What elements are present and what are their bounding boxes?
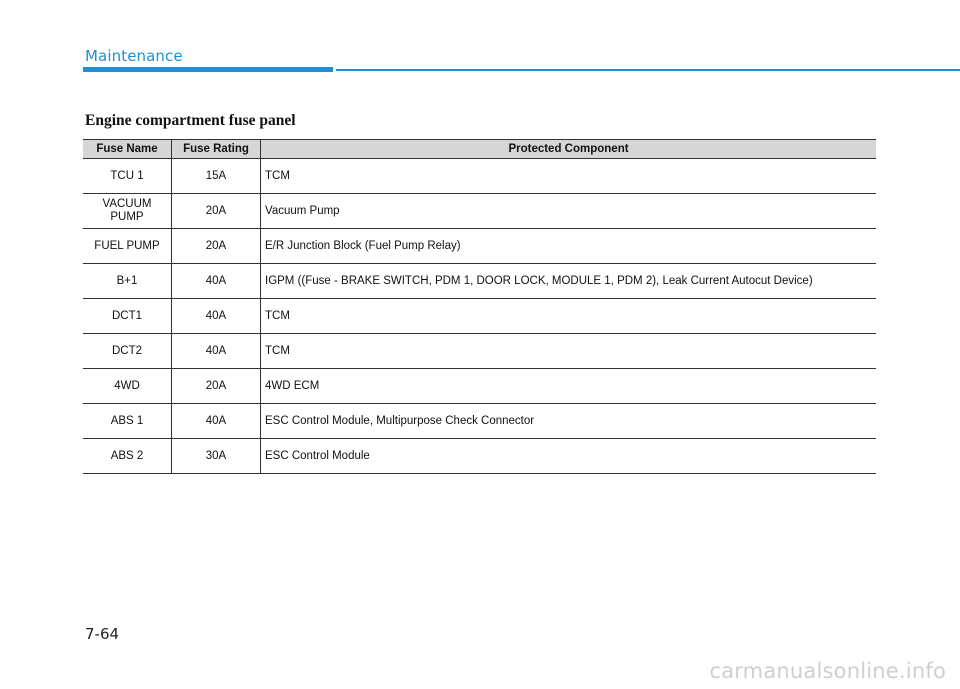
protected-component-cell: IGPM ((Fuse - BRAKE SWITCH, PDM 1, DOOR LOCK, MODULE 1, PDM 2), Leak Current Autocut Device) [261, 264, 877, 299]
column-header-protected-component: Protected Component [261, 140, 877, 159]
column-header-fuse-rating: Fuse Rating [172, 140, 261, 159]
fuse-name-cell: DCT1 [83, 299, 172, 334]
page-title: Engine compartment fuse panel [85, 112, 296, 129]
fuse-name-cell: FUEL PUMP [83, 229, 172, 264]
fuse-name-cell: B+1 [83, 264, 172, 299]
table-header-row [83, 140, 876, 159]
header-rule-thick [83, 67, 333, 72]
table-row [83, 264, 876, 299]
fuse-rating-cell: 40A [172, 404, 261, 439]
fuse-rating-cell: 20A [172, 229, 261, 264]
fuse-table [83, 139, 876, 474]
protected-component-cell: ESC Control Module, Multipurpose Check Connector [261, 404, 877, 439]
fuse-rating-cell: 40A [172, 299, 261, 334]
fuse-rating-cell: 20A [172, 369, 261, 404]
section-header: Maintenance [85, 47, 183, 65]
table-row [83, 299, 876, 334]
column-header-fuse-name: Fuse Name [83, 140, 172, 159]
fuse-name-cell: ABS 1 [83, 404, 172, 439]
protected-component-cell: ESC Control Module [261, 439, 877, 474]
fuse-name-cell: VACUUM PUMP [83, 194, 172, 229]
fuse-name-cell: DCT2 [83, 334, 172, 369]
table-row [83, 334, 876, 369]
protected-component-cell: Vacuum Pump [261, 194, 877, 229]
fuse-name-cell: TCU 1 [83, 159, 172, 194]
table-row [83, 404, 876, 439]
table-row [83, 194, 876, 229]
fuse-rating-cell: 40A [172, 264, 261, 299]
fuse-rating-cell: 40A [172, 334, 261, 369]
fuse-rating-cell: 30A [172, 439, 261, 474]
table-row [83, 159, 876, 194]
table-row [83, 439, 876, 474]
fuse-name-cell: ABS 2 [83, 439, 172, 474]
protected-component-cell: TCM [261, 299, 877, 334]
protected-component-cell: 4WD ECM [261, 369, 877, 404]
fuse-rating-cell: 20A [172, 194, 261, 229]
protected-component-cell: TCM [261, 159, 877, 194]
page-number: 7-64 [85, 625, 120, 643]
fuse-name-cell: 4WD [83, 369, 172, 404]
header-rule-thin [336, 69, 960, 71]
protected-component-cell: E/R Junction Block (Fuel Pump Relay) [261, 229, 877, 264]
watermark-link[interactable]: carmanualsonline.info [709, 659, 946, 683]
fuse-rating-cell: 15A [172, 159, 261, 194]
table-row [83, 229, 876, 264]
table-row [83, 369, 876, 404]
protected-component-cell: TCM [261, 334, 877, 369]
